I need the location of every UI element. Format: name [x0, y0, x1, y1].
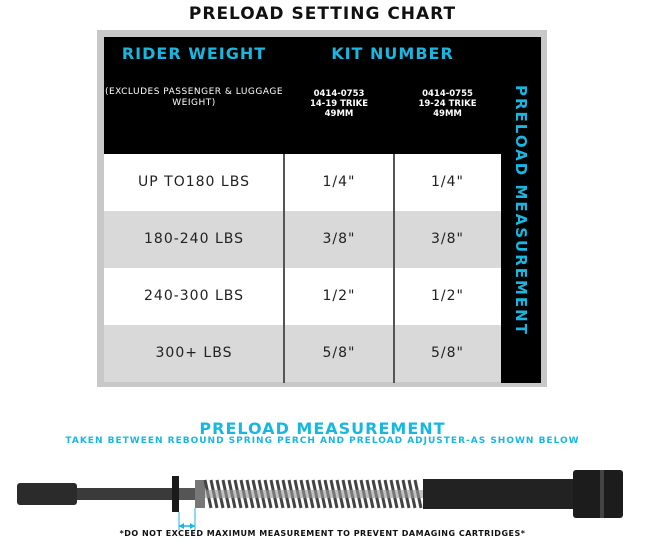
kit-2-model: 19-24 TRIKE: [418, 99, 477, 109]
chart-title: PRELOAD SETTING CHART: [188, 4, 457, 24]
kit2-cell: 5/8": [431, 345, 464, 361]
kit-column-2: [394, 89, 501, 119]
rod-shaft: [77, 488, 172, 500]
kit1-cell: 1/2": [322, 288, 356, 304]
weight-cell: 240-300 LBS: [144, 288, 244, 304]
kit2-cell: 3/8": [431, 231, 464, 247]
kit-2-size: 49MM: [433, 109, 462, 119]
kit1-cell: 5/8": [322, 345, 356, 361]
table-row: [104, 268, 501, 325]
measurement-title: PRELOAD MEASUREMENT: [199, 419, 446, 438]
spring-perch: [195, 480, 205, 508]
weight-cell: UP TO180 LBS: [138, 174, 250, 190]
measurement-subtitle: TAKEN BETWEEN REBOUND SPRING PERCH AND PRELOAD ADJUSTER-AS SHOWN BELOW: [65, 436, 580, 446]
weight-cell: 180-240 LBS: [144, 231, 244, 247]
kit-1-part: 0414-0753: [313, 89, 365, 99]
kit-2-part: 0414-0755: [422, 89, 473, 99]
preload-adjuster: [172, 476, 179, 512]
rider-weight-note: (EXCLUDES PASSENGER & LUGGAGE WEIGHT): [104, 87, 284, 108]
side-label-panel: [501, 37, 541, 383]
cartridge-diagram: [0, 456, 645, 532]
kit2-cell: 1/4": [431, 174, 464, 190]
inner-rod: [205, 490, 423, 498]
weight-cell: 300+ LBS: [155, 345, 233, 361]
rider-weight-heading: RIDER WEIGHT: [121, 44, 267, 63]
cartridge-body: [423, 479, 573, 509]
table-row: [104, 154, 501, 211]
table-header: [104, 37, 501, 154]
preload-table: [104, 37, 501, 383]
kit-column-1: [284, 89, 394, 119]
kit2-cell: 1/2": [431, 288, 464, 304]
measure-gap: [179, 488, 195, 500]
table-row: [104, 211, 501, 268]
kit-number-heading: KIT NUMBER: [331, 44, 454, 63]
cap-groove: [600, 470, 604, 518]
kit-1-size: 49MM: [324, 109, 354, 119]
rod-end: [17, 483, 77, 505]
warning-text: *DO NOT EXCEED MAXIMUM MEASUREMENT TO PREVENT DAMAGING CARTRIDGES*: [119, 529, 526, 538]
cartridge-cap: [573, 470, 623, 518]
column-divider: [393, 154, 395, 383]
column-divider: [283, 154, 285, 383]
kit-1-model: 14-19 TRIKE: [309, 99, 369, 109]
table-row: [104, 325, 501, 382]
kit1-cell: 1/4": [322, 174, 356, 190]
side-label: PRELOAD MEASUREMENT: [512, 84, 530, 336]
kit1-cell: 3/8": [322, 231, 356, 247]
